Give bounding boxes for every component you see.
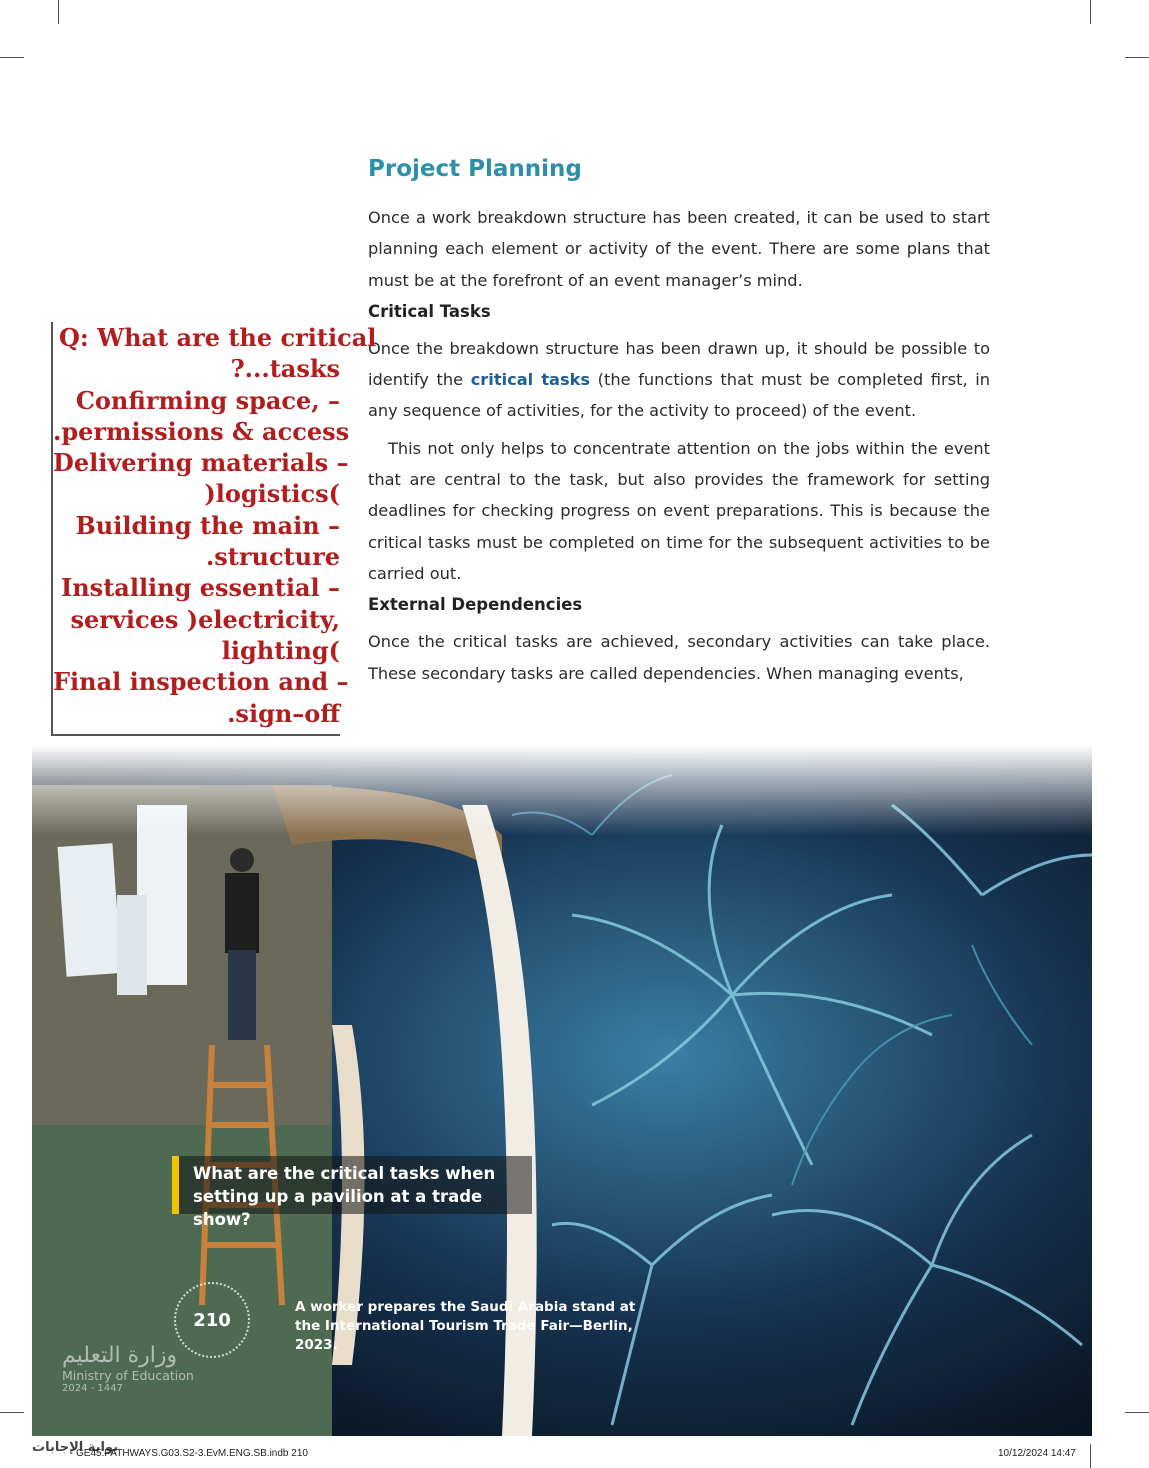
trade-show-photo [32,745,1092,1436]
critical-tasks-heading: Critical Tasks [368,301,491,321]
text-segment: Once the breakdown structure has been drawn up, it should be possible to identify the [368,338,990,390]
qa-line: ?...tasks [230,354,340,384]
qa-line: Building the main – [75,510,340,540]
qa-line: Final inspection and – [53,667,349,697]
photo-caption: A worker prepares the Saudi Arabia stand at the International Tourism Trade Fair—Berlin, 2023. [295,1299,636,1353]
crop-mark [58,0,59,24]
qa-line: )logistics( [204,479,340,509]
page-title: Project Planning [368,156,582,182]
ministry-logo [62,1295,194,1394]
photo-question-callout: What are the critical tasks when setting up a pavilion at a trade show? [172,1156,532,1214]
crop-mark [0,57,24,58]
watermark-logo: بوابة الإجابات [32,1440,118,1455]
qa-line: .structure [205,542,340,572]
top-fade [32,745,1092,835]
external-dependencies-paragraph: Once the critical tasks are achieved, secondary activities can take place. These secondary tasks are called dependencies. When managing events, [368,632,990,683]
crop-mark [1125,57,1149,58]
qa-line: Installing essential – [61,573,340,603]
qa-line: lighting( [221,635,340,665]
qa-annotation-box [51,322,377,736]
critical-tasks-paragraph [368,333,990,427]
external-dependencies-heading: External Dependencies [368,595,583,615]
footer-datetime: 10/12/2024 14:47 [998,1448,1076,1459]
qa-line: services )electricity, [70,604,340,634]
qa-line: .permissions & access [53,416,350,446]
crop-mark [1090,1444,1091,1468]
ministry-name-ar: وزارة التعليم [62,1343,178,1368]
ministry-name-en: Ministry of Education [62,1368,194,1383]
qa-line: .sign–off [227,698,340,728]
ministry-year: 2024 - 1447 [62,1383,123,1394]
critical-tasks-paragraph-2: This not only helps to concentrate attention on the jobs within the event that are central to the task, but also provides the framework for setting deadlines for checking progress on event preparations. This is because the critical tasks must be completed on time for the subsequent activities to be carried out. [368,438,990,583]
intro-paragraph: Once a work breakdown structure has been created, it can be used to start planning each element or activity of the event. There are some plans that must be at the forefront of an event manager’s mind. [368,208,990,290]
article [368,150,990,695]
key-term-critical-tasks: critical tasks [470,370,591,390]
crop-mark [1125,1412,1149,1413]
qa-line: Delivering materials – [53,448,349,478]
page-number: 210 [174,1282,250,1358]
qa-question: Q: What are the critical [59,323,377,352]
crop-mark [0,1412,24,1413]
text-segment: (the functions that must be completed first, in any sequence of activities, for the activity to proceed) of the event. [368,370,990,421]
crop-mark [1090,0,1091,24]
footer-file-info: GE45.PATHWAYS.G03.S2-3.EvM.ENG.SB.indb 210 [76,1448,308,1459]
qa-line: Confirming space, – [75,385,340,415]
